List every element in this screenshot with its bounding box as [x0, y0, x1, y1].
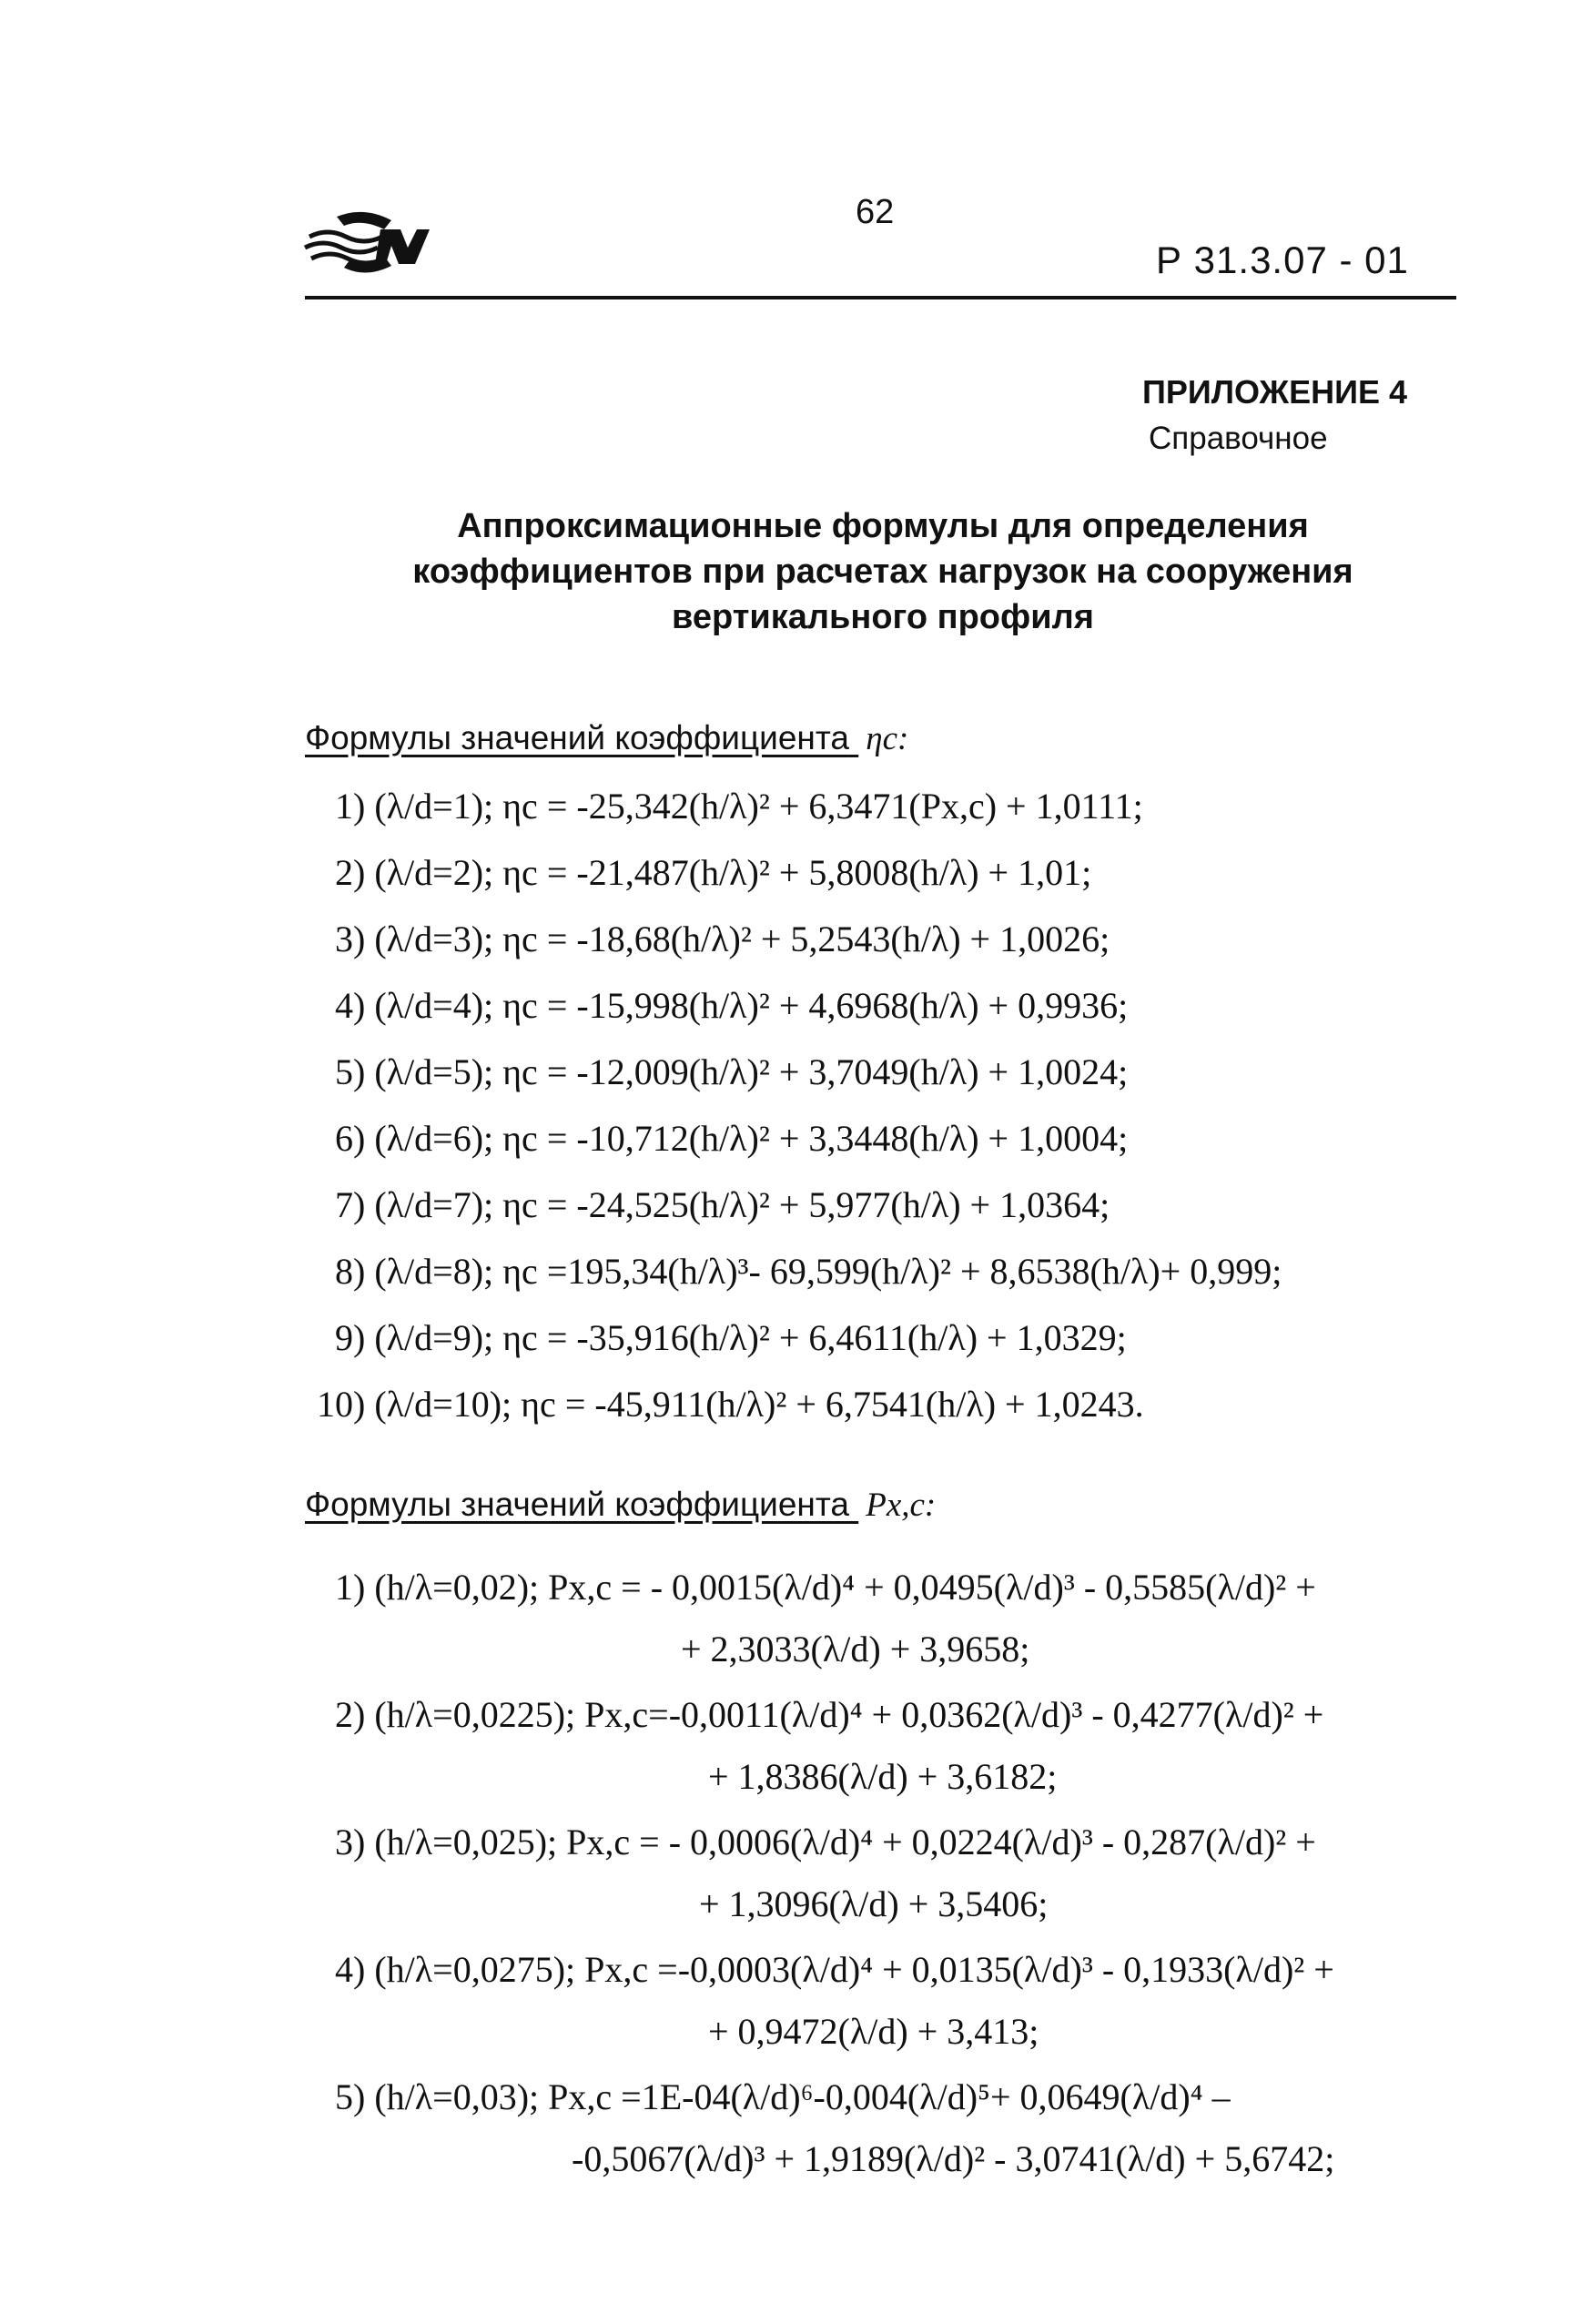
- page-number: 62: [856, 193, 895, 231]
- appendix-title: ПРИЛОЖЕНИЕ 4: [1142, 373, 1408, 411]
- title-line: вертикального профиля: [672, 598, 1094, 636]
- section-heading-text: Формулы значений коэффициента: [305, 719, 849, 756]
- formula-line: 6) (λ/d=6); ηc = -10,712(h/λ)² + 3,3448(h/λ) + 1,0004;: [335, 1118, 1129, 1159]
- document-code: Р 31.3.07 - 01: [1156, 238, 1409, 281]
- formula-continuation: -0,5067(λ/d)³ + 1,9189(λ/d)² - 3,0741(λ/d) + 5,6742;: [572, 2138, 1335, 2179]
- formula-list-eta: [317, 785, 1518, 1458]
- formula-line: 5) (λ/d=5); ηc = -12,009(h/λ)² + 3,7049(h/λ) + 1,0024;: [335, 1051, 1129, 1092]
- page-title: [328, 503, 1438, 640]
- formula-continuation: + 2,3033(λ/d) + 3,9658;: [681, 1629, 1030, 1669]
- section-heading-eta: [305, 719, 908, 758]
- formula-line: 7) (λ/d=7); ηc = -24,525(h/λ)² + 5,977(h/λ) + 1,0364;: [335, 1184, 1110, 1225]
- formula-line: 2) (λ/d=2); ηc = -21,487(h/λ)² + 5,8008(h/λ) + 1,01;: [335, 852, 1092, 893]
- formula-continuation: + 0,9472(λ/d) + 3,413;: [708, 2011, 1039, 2052]
- coefficient-symbol: ηc:: [866, 720, 909, 757]
- wave-logo-icon: [300, 208, 432, 280]
- formula-line: 4) (h/λ=0,0275); Px,c =-0,0003(λ/d)⁴ + 0,0135(λ/d)³ - 0,1933(λ/d)² +: [335, 1949, 1334, 1990]
- title-line: коэффициентов при расчетах нагрузок на сооружения: [412, 553, 1353, 591]
- formula-line: 1) (λ/d=1); ηc = -25,342(h/λ)² + 6,3471(Px,c) + 1,0111;: [335, 786, 1143, 827]
- formula-continuation: + 1,8386(λ/d) + 3,6182;: [708, 1756, 1058, 1797]
- formula-line: 8) (λ/d=8); ηc =195,34(h/λ)³- 69,599(h/λ)² + 8,6538(h/λ)+ 0,999;: [335, 1251, 1282, 1292]
- title-line: Аппроксимационные формулы для определения: [457, 507, 1309, 545]
- formula-line: 5) (h/λ=0,03); Px,c =1E-04(λ/d)⁶-0,004(λ/d)⁵+ 0,0649(λ/d)⁴ –: [335, 2076, 1231, 2117]
- formula-continuation: + 1,3096(λ/d) + 3,5406;: [699, 1883, 1049, 1924]
- formula-line: 4) (λ/d=4); ηc = -15,998(h/λ)² + 4,6968(h/λ) + 0,9936;: [335, 985, 1129, 1026]
- formula-line: 1) (h/λ=0,02); Px,c = - 0,0015(λ/d)⁴ + 0,0495(λ/d)³ - 0,5585(λ/d)² +: [335, 1567, 1316, 1608]
- coefficient-symbol: Px,c:: [866, 1487, 937, 1524]
- formula-line: 10) (λ/d=10); ηc = -45,911(h/λ)² + 6,7541(h/λ) + 1,0243.: [317, 1384, 1144, 1425]
- formula-line: 3) (h/λ=0,025); Px,c = - 0,0006(λ/d)⁴ + 0,0224(λ/d)³ - 0,287(λ/d)² +: [335, 1822, 1316, 1862]
- formula-line: 2) (h/λ=0,0225); Px,c=-0,0011(λ/d)⁴ + 0,0362(λ/d)³ - 0,4277(λ/d)² +: [335, 1694, 1324, 1735]
- appendix-type: Справочное: [1149, 421, 1328, 456]
- formula-line: 9) (λ/d=9); ηc = -35,916(h/λ)² + 6,4611(h/λ) + 1,0329;: [335, 1317, 1127, 1358]
- formula-line: 3) (λ/d=3); ηc = -18,68(h/λ)² + 5,2543(h/λ) + 1,0026;: [335, 918, 1110, 959]
- section-heading-px: [305, 1486, 936, 1525]
- section-heading-text: Формулы значений коэффициента: [305, 1486, 849, 1523]
- header-divider: [305, 296, 1456, 299]
- formula-list-px: [335, 1566, 1518, 2312]
